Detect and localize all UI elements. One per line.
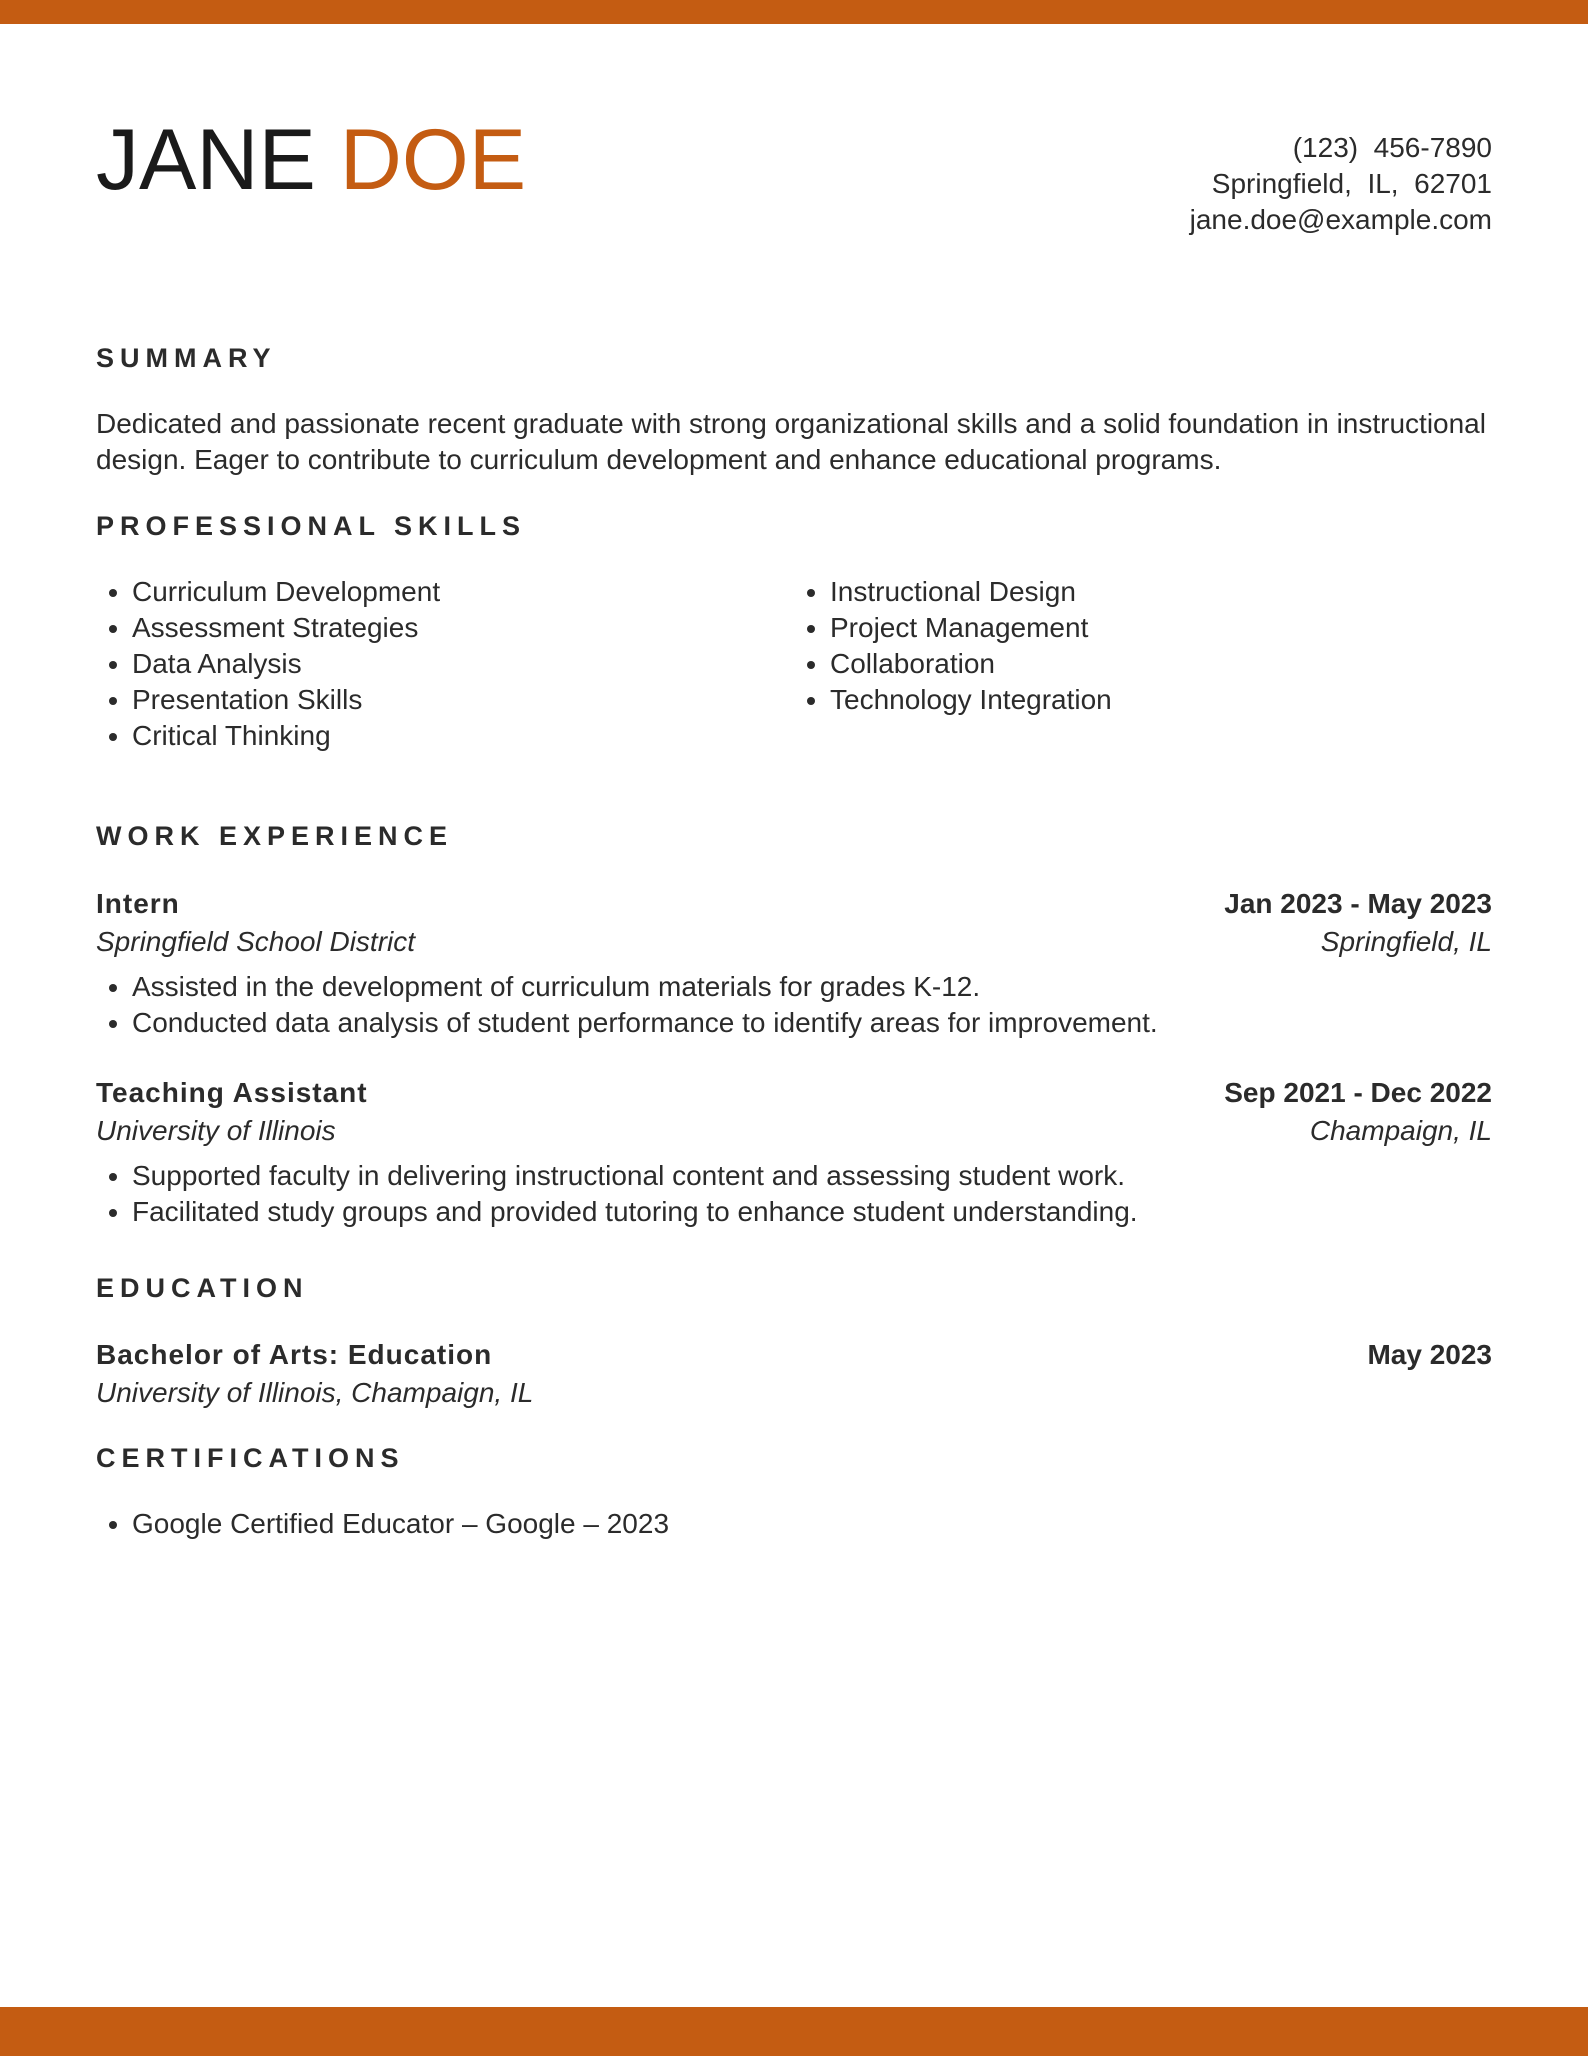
degree: Bachelor of Arts: Education [96,1339,493,1370]
list-item: • Conducted data analysis of student performance to identify areas for improvement. [132,1005,1492,1041]
address: Springfield, IL, 62701 [1211,168,1492,199]
list-item: • Curriculum Development [132,574,792,610]
phone: (123) 456-7890 [1292,132,1492,163]
list-item: • Supported faculty in delivering instructional content and assessing student work. [132,1158,1492,1194]
full-name [96,108,526,212]
last-name: DOE [339,112,527,208]
job-organization: Springfield School District [96,926,416,957]
certifications-list [96,1506,1492,1542]
job-dates: Sep 2021 - Dec 2022 [1224,1077,1492,1108]
education-entry [96,1336,1492,1412]
list-item: • Google Certified Educator – Google – 2023 [132,1506,1492,1542]
school: University of Illinois, Champaign, IL [96,1377,534,1408]
job-entry [96,885,1492,1041]
email: jane.doe@example.com [1189,204,1492,235]
list-item: • Collaboration [830,646,1490,682]
job-title: Teaching Assistant [96,1077,368,1108]
list-item: • Instructional Design [830,574,1490,610]
list-item: • Critical Thinking [132,718,792,754]
top-accent-bar [0,0,1588,24]
list-item: • Technology Integration [830,682,1490,718]
job-organization: University of Illinois [96,1115,336,1146]
education-heading: EDUCATION [96,1273,309,1303]
job-title: Intern [96,888,180,919]
list-item: • Presentation Skills [132,682,792,718]
list-item: • Data Analysis [132,646,792,682]
job-location: Springfield, IL [1320,926,1492,957]
list-item: • Project Management [830,610,1490,646]
graduation-date: May 2023 [1367,1339,1492,1370]
job-bullets [96,969,1492,1041]
resume-header [96,108,1492,258]
skills-list-left [96,574,792,754]
bottom-accent-bar [0,2007,1588,2056]
list-item: • Facilitated study groups and provided tutoring to enhance student understanding. [132,1194,1492,1230]
skills-heading: PROFESSIONAL SKILLS [96,511,527,541]
first-name: JANE [96,112,316,208]
job-location: Champaign, IL [1309,1115,1492,1146]
contact-info [1190,130,1492,238]
list-item: • Assisted in the development of curriculum materials for grades K-12. [132,969,1492,1005]
experience-heading: WORK EXPERIENCE [96,821,454,851]
list-item: • Assessment Strategies [132,610,792,646]
job-dates: Jan 2023 - May 2023 [1224,888,1492,919]
summary-text: Dedicated and passionate recent graduate with strong organizational skills and a solid foundation in instructional design. Eager to contribute to curriculum development and enhance educational programs. [96,408,1486,475]
summary-heading: SUMMARY [96,343,277,373]
job-entry [96,1074,1492,1230]
certifications-heading: CERTIFICATIONS [96,1443,405,1473]
job-bullets [96,1158,1492,1230]
skills-list-right [794,574,1490,718]
